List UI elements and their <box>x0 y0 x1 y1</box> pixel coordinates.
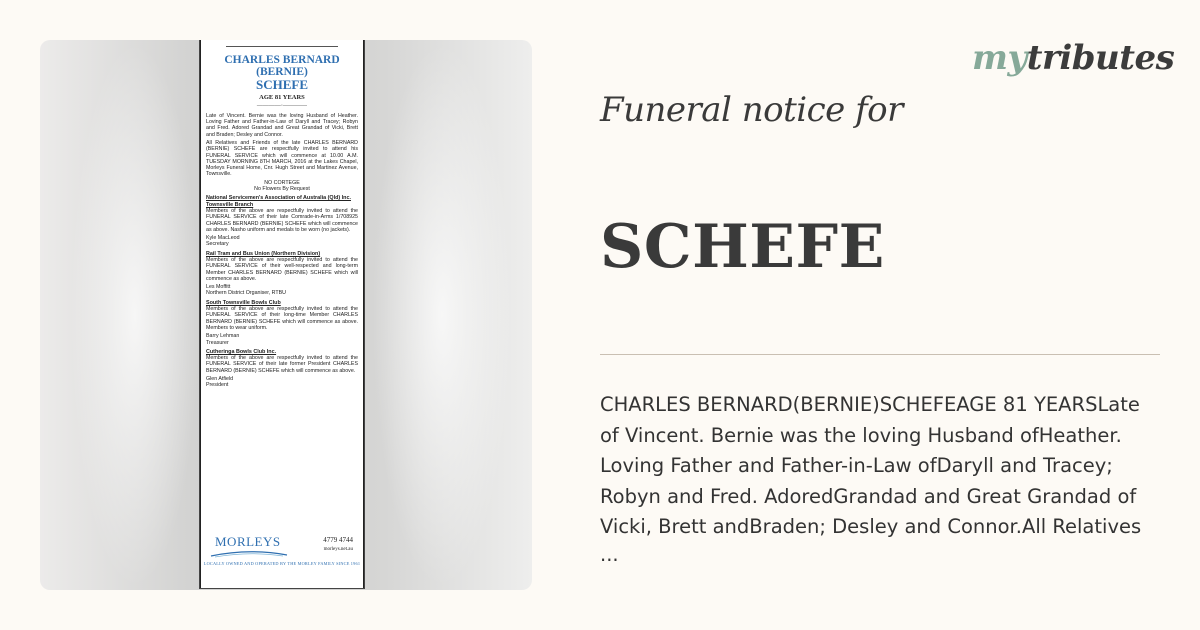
notice-summary: CHARLES BERNARD(BERNIE)SCHEFEAGE 81 YEARSLate of Vincent. Bernie was the loving Husband ofHeather. Loving Father and Father-in-Law ofDaryll and Tracey; Robyn and Fred. AdoredGrandad and Great Grandad of Vicki, Brett andBraden; Desley and Connor.All Relatives <box>600 393 1142 538</box>
notice-no-cortege: NO CORTEGE <box>264 179 300 186</box>
section-body: Members of the above are respectfully invited to attend the FUNERAL SERVICE of their late former President CHARLES BERNARD (BERNIE) SCHEFE which will commence as above. <box>206 355 358 374</box>
section-role: Northern District Organiser, RTBU <box>206 290 286 297</box>
page-subtitle: Funeral notice for <box>600 90 903 130</box>
notice-section <box>206 300 358 346</box>
notice-age: AGE 81 YEARS <box>259 93 305 101</box>
background-blur-left <box>70 40 200 590</box>
notice-intro: Late of Vincent. Bernie was the loving Husband of Heather. Loving Father and Father-in-Law of Daryll and Tracey; Robyn and Fred. Adored Grandad and Great Grandad of Vicki, Brett and Braden; Desley and Connor. <box>206 112 358 138</box>
section-signer: Kyle MacLeod <box>206 235 240 242</box>
morleys-logo: MORLEYS <box>215 534 281 549</box>
funeral-home-phone: 4779 4744 <box>323 536 353 544</box>
section-role: President <box>206 382 229 389</box>
notice-section <box>206 251 358 297</box>
notice-name-line2: (BERNIE) <box>256 66 308 79</box>
notice-no-flowers: No Flowers By Request <box>254 186 310 193</box>
funeral-home-tagline: LOCALLY OWNED AND OPERATED BY THE MORLEY FAMILY SINCE 1961 <box>203 561 361 566</box>
notice-section <box>206 349 358 389</box>
notice-footer <box>201 530 363 582</box>
section-title: South Townsville Bowls Club <box>206 299 281 306</box>
section-title: National Servicemen's Association of Australia (Qld) Inc. Townsville Branch <box>206 195 351 208</box>
notice-name-line3: SCHEFE <box>255 77 308 93</box>
section-signer: Glen Atfield <box>206 376 234 383</box>
summary-ellipsis: ... <box>600 543 619 566</box>
notice-service: All Relatives and Friends of the late CHARLES BERNARD (BERNIE) SCHEFE are respectfully invited to attend his FUNERAL SERVICE which will commence at 10.00 A.M. TUESDAY MORNING 8TH MARCH, 2016 at the Lakes Chapel, Morleys Funeral Home, Cnr. Hugh Street and Martinez Avenue, Townsville. <box>206 139 358 178</box>
section-body: Members of the above are respectfully invited to attend the FUNERAL SERVICE of their late Comrade-in-Arms 1/708925 CHARLES BERNARD (BERNIE) SCHEFE which will commence as above. Nasho uniform and medals to be worn (no jackets). <box>206 207 358 233</box>
deceased-surname: SCHEFE <box>600 212 885 282</box>
logo-tributes: tributes <box>1026 38 1175 78</box>
section-body: Members of the above are respectfully invited to attend the FUNERAL SERVICE of their long-time Member CHARLES BERNARD (BERNIE) SCHEFE which will commence as above. Members to wear uniform. <box>206 306 358 331</box>
background-blur-right <box>372 40 512 590</box>
section-role: Treasurer <box>206 339 229 346</box>
funeral-notice-clipping <box>200 40 364 588</box>
section-divider <box>600 354 1160 355</box>
notice-section <box>206 195 358 247</box>
section-role: Secretary <box>206 241 229 248</box>
section-signer: Barry Lehman <box>206 333 240 340</box>
notice-name-line1: CHARLES BERNARD <box>224 54 340 66</box>
notice-image-panel <box>40 40 532 590</box>
swoosh-icon <box>209 550 289 558</box>
funeral-home-website: morleys.net.au <box>323 547 353 552</box>
section-title: Cutheringa Bowls Club Inc. <box>206 348 277 355</box>
mytributes-logo[interactable] <box>972 38 1174 78</box>
ornament-divider-icon: ――――◦―――― <box>256 102 308 109</box>
logo-my: my <box>972 38 1027 78</box>
section-body: Members of the above are respectfully invited to attend the FUNERAL SERVICE of their well-respected and long-term Member CHARLES BERNARD (BERNIE) SCHEFE which will commence as above. <box>206 257 358 282</box>
top-rule <box>226 46 338 47</box>
section-title: Rail Tram and Bus Union (Northern Division) <box>206 250 321 257</box>
section-signer: Les Moffitt <box>206 284 231 291</box>
